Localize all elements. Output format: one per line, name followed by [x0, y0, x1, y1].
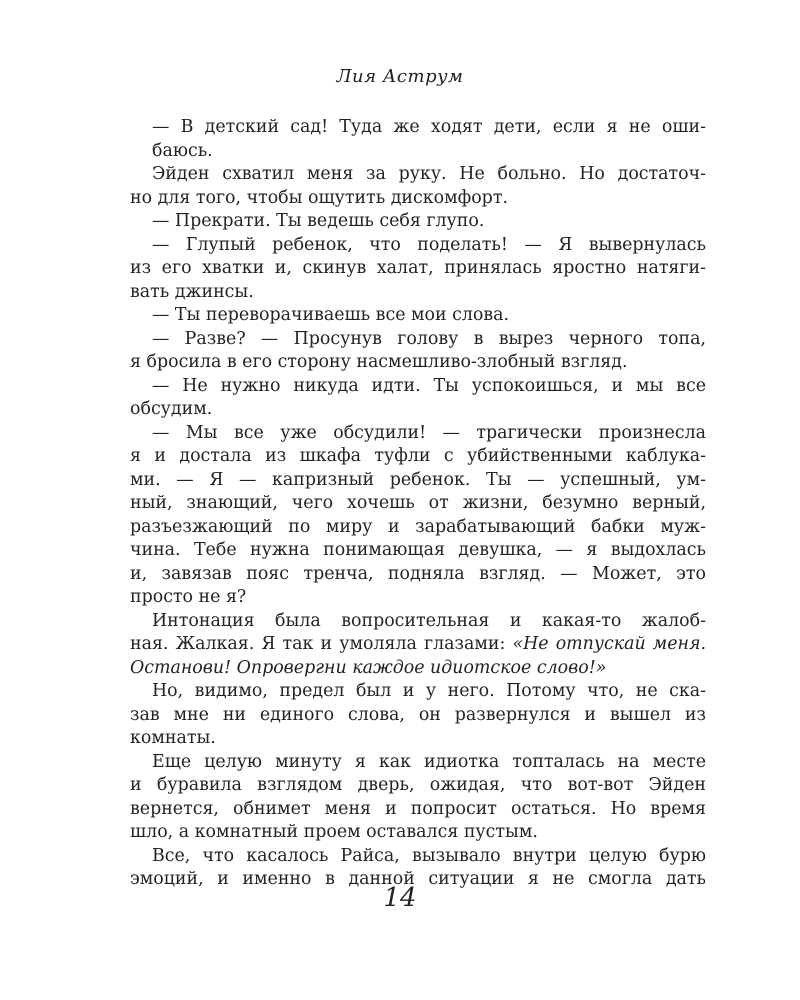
- text-line: — Не нужно никуда идти. Ты успокоишься, и мы все: [152, 375, 706, 396]
- text-line: баюсь.: [152, 140, 213, 161]
- text-line: я бросила в его сторону насмешливо-злобный взгляд.: [130, 352, 628, 372]
- text-line: — Мы все уже обсудили! — трагически произнесла: [152, 422, 706, 443]
- text-line: я и достала из шкафа туфли с убийственными каблука-: [130, 446, 706, 466]
- text-line: из его хватки и, скинув халат, принялась яростно натяги-: [130, 258, 706, 278]
- text-line: обсудим.: [130, 399, 213, 419]
- text-line: вернется, обнимет меня и попросит остаться. Но время: [130, 798, 706, 819]
- text-line-italic: Останови! Опровергни каждое идиотское слово!»: [130, 657, 607, 678]
- page-number: 14: [383, 883, 417, 913]
- text-line: и буравила взглядом дверь, ожидая, что вот-вот Эйден: [130, 775, 706, 795]
- text-line: Интонация была вопросительная и какая-то жалоб-: [152, 610, 706, 631]
- text-line: Но, видимо, предел был и у него. Потому что, не ска-: [152, 681, 706, 701]
- text-line: комнаты.: [130, 728, 216, 748]
- text-line: разъезжающий по миру и зарабатывающий бабки муж-: [130, 516, 706, 537]
- text-line: Все, что касалось Райса, вызывало внутри целую бурю: [152, 845, 706, 866]
- text-line: но для того, чтобы ощутить дискомфорт.: [130, 187, 508, 208]
- text-line: — Разве? — Просунув голову в вырез черного топа,: [152, 328, 706, 349]
- text-fragment: ная. Жалкая. Я так и умоляла глазами:: [130, 634, 513, 654]
- text-line: вать джинсы.: [130, 281, 254, 302]
- text-line: Еще целую минуту я как идиотка топталась на месте: [152, 751, 706, 772]
- body-text: [130, 116, 706, 892]
- text-line: — Прекрати. Ты ведешь себя глупо.: [152, 211, 485, 231]
- italic-fragment: «Не отпускай меня.: [512, 634, 706, 654]
- text-line: — Глупый ребенок, что поделать! — Я вывернулась: [152, 234, 706, 255]
- text-line: [130, 633, 706, 657]
- text-line: чина. Тебе нужна понимающая девушка, — я выдохлась: [130, 540, 706, 560]
- text-line: — Ты переворачиваешь все мои слова.: [152, 305, 510, 325]
- text-line: и, завязав пояс тренча, подняла взгляд. — Может, это: [130, 563, 706, 584]
- text-line: эмоций, и именно в данной ситуации я не смогла дать: [130, 869, 706, 889]
- text-line: — В детский сад! Туда же ходят дети, если я не оши-: [152, 117, 706, 137]
- text-line: просто не я?: [130, 587, 247, 607]
- text-line: шло, а комнатный проем оставался пустым.: [130, 822, 538, 842]
- text-line: зав мне ни единого слова, он развернулся и вышел из: [130, 704, 706, 725]
- text-line: ный, знающий, чего хочешь от жизни, безумно верный,: [130, 493, 706, 513]
- text-line: Эйден схватил меня за руку. Не больно. Но достаточ-: [152, 164, 706, 184]
- running-header-author: Лия Аструм: [336, 66, 464, 87]
- text-line: ми. — Я — капризный ребенок. Ты — успешный, ум-: [130, 469, 706, 490]
